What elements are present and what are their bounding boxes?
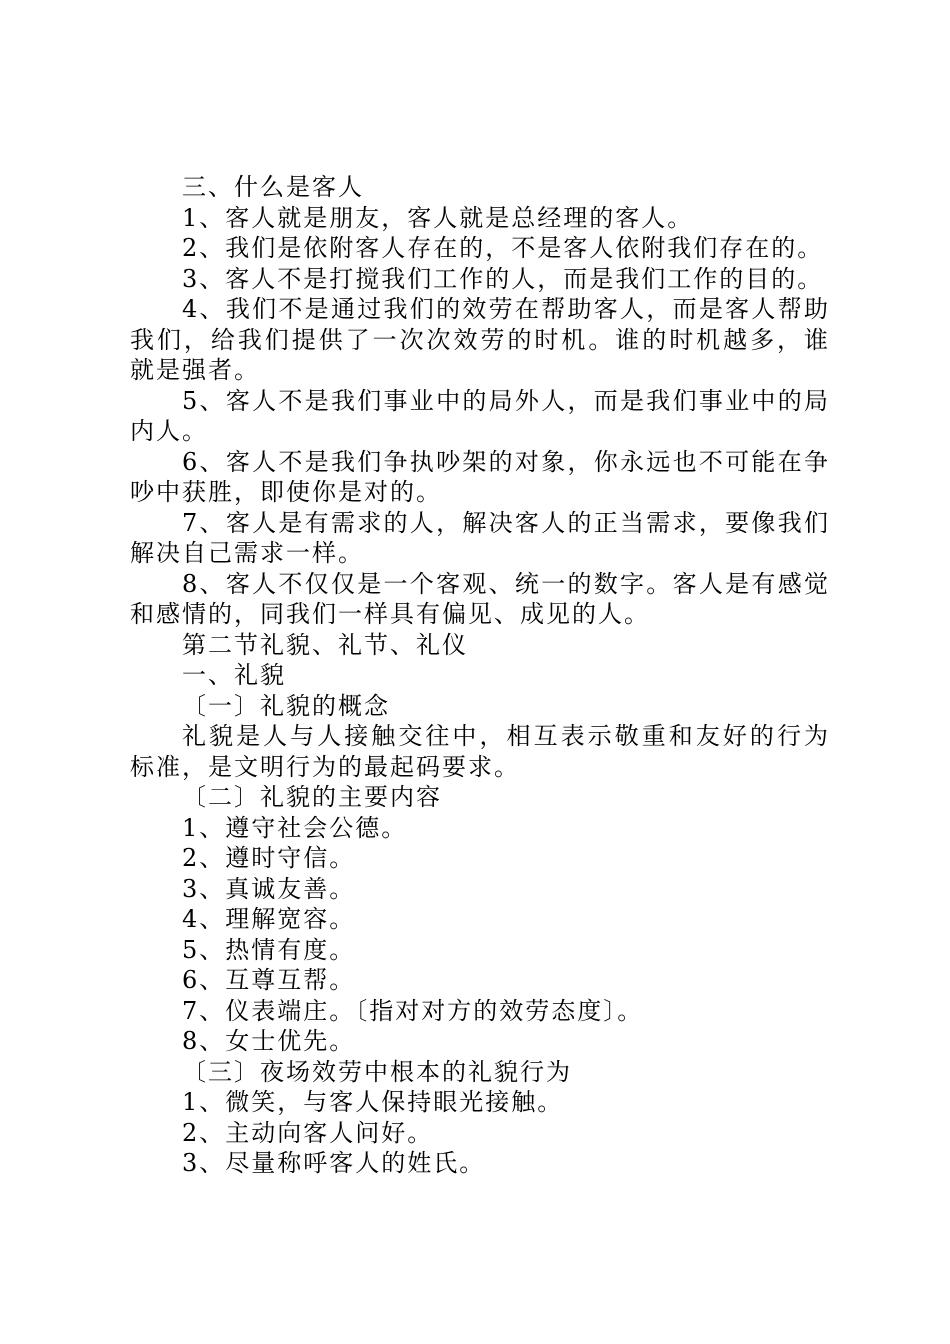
section-heading-what-is-guest: 三、什么是客人 (182, 173, 364, 201)
list-item: 5、热情有度。 (182, 935, 356, 964)
list-item: 2、我们是依附客人存在的，不是客人依附我们存在的。 (182, 234, 824, 262)
list-item: 7、客人是有需求的人，解决客人的正当需求，要像我们解决自己需求一样。 (130, 508, 830, 567)
list-item: 3、真诚友善。 (182, 874, 356, 903)
section-heading-etiquette: 第二节礼貌、礼节、礼仪 (182, 630, 468, 659)
list-item: 4、理解宽容。 (182, 905, 356, 933)
list-item: 8、女士优先。 (182, 1027, 356, 1055)
document-body (130, 172, 830, 1179)
list-item: 1、遵守社会公德。 (182, 813, 408, 842)
list-item: 1、微笑，与客人保持眼光接触。 (182, 1088, 564, 1116)
list-item: 3、客人不是打搅我们工作的人，而是我们工作的目的。 (182, 264, 824, 293)
list-item: 2、主动向客人问好。 (182, 1118, 434, 1147)
list-item: 7、仪表端庄。〔指对对方的效劳态度〕。 (182, 996, 644, 1025)
list-item: 1、客人就是朋友，客人就是总经理的客人。 (182, 203, 694, 232)
list-item: 6、互尊互帮。 (182, 966, 356, 994)
subheading-basic-courtesy: 〔三〕夜场效劳中根本的礼貌行为 (182, 1057, 572, 1086)
list-item: 8、客人不仅仅是一个客观、统一的数字。客人是有感觉和感情的，同我们一样具有偏见、成见的人。 (130, 569, 830, 628)
body-paragraph: 礼貌是人与人接触交往中，相互表示敬重和友好的行为标准，是文明行为的最起码要求。 (130, 722, 830, 781)
list-item: 6、客人不是我们争执吵架的对象，你永远也不可能在争吵中获胜，即使你是对的。 (130, 447, 830, 506)
list-item: 3、尽量称呼客人的姓氏。 (182, 1149, 486, 1177)
subheading-courtesy-concept: 〔一〕礼貌的概念 (182, 691, 390, 720)
list-item: 5、客人不是我们事业中的局外人，而是我们事业中的局内人。 (130, 386, 830, 445)
list-item: 2、遵时守信。 (182, 844, 356, 872)
list-item: 4、我们不是通过我们的效劳在帮助客人，而是客人帮助我们，给我们提供了一次次效劳的时机。谁的时机越多，谁就是强者。 (130, 295, 830, 384)
subheading-courtesy-content: 〔二〕礼貌的主要内容 (182, 783, 442, 811)
subsection-heading-courtesy: 一、礼貌 (182, 661, 286, 689)
